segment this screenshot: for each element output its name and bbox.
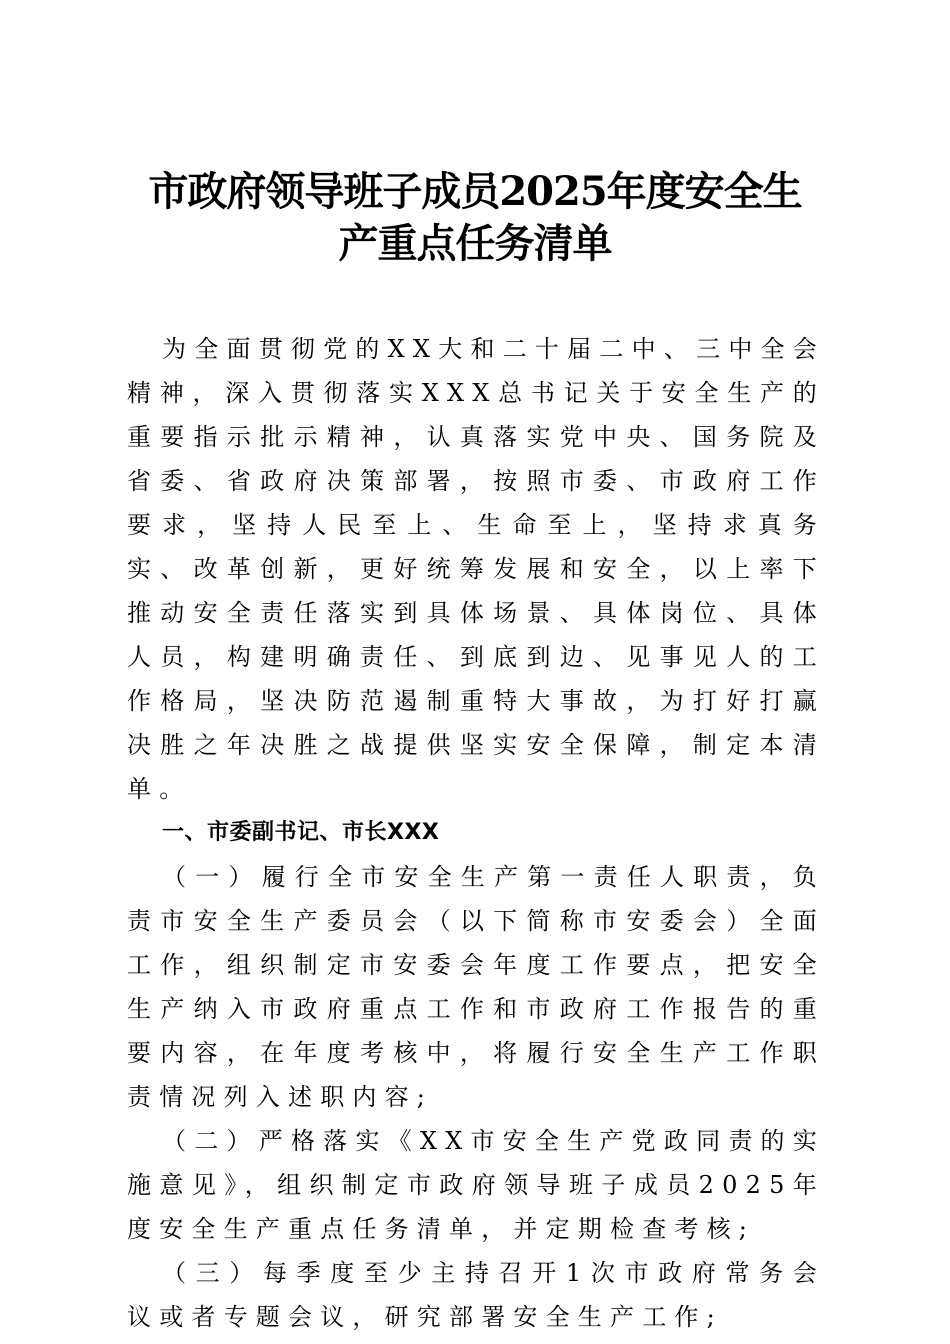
task-item-1: （一）履行全市安全生产第一责任人职责，负责市安全生产委员会（以下简称市安委会）全面工作，组织制定市安委会年度工作要点，把安全生产纳入市政府重点工作和市政府工作报告的重要内容，在年度考核中，将履行安全生产工作职责情况列入述职内容; <box>127 863 825 1111</box>
task-item-3: （三）每季度至少主持召开1次市政府常务会议或者专题会议，研究部署安全生产工作; <box>127 1259 825 1331</box>
section-heading: 一、市委副书记、市长XXX <box>162 820 440 845</box>
title-line-1: 市政府领导班子成员2025年度安全生 <box>148 168 802 215</box>
title-line-2: 产重点任务清单 <box>338 220 612 267</box>
document-body <box>127 327 825 1339</box>
intro-paragraph: 为全面贯彻党的XX大和二十届二中、三中全会精神，深入贯彻落实XXX总书记关于安全生产的重要指示批示精神，认真落实党中央、国务院及省委、省政府决策部署，按照市委、市政府工作要求，坚持人民至上、生命至上，坚持求真务实、改革创新，更好统筹发展和安全，以上率下推动安全责任落实到具体场景、具体岗位、具体人员，构建明确责任、到底到边、见事见人的工作格局，坚决防范遏制重特大事故，为打好打赢决胜之年决胜之战提供坚实安全保障，制定本清单。 <box>127 335 825 803</box>
document-title <box>110 166 840 270</box>
task-item-2: （二）严格落实《XX市安全生产党政同责的实施意见》，组织制定市政府领导班子成员2025年度安全生产重点任务清单，并定期检查考核; <box>127 1127 825 1243</box>
